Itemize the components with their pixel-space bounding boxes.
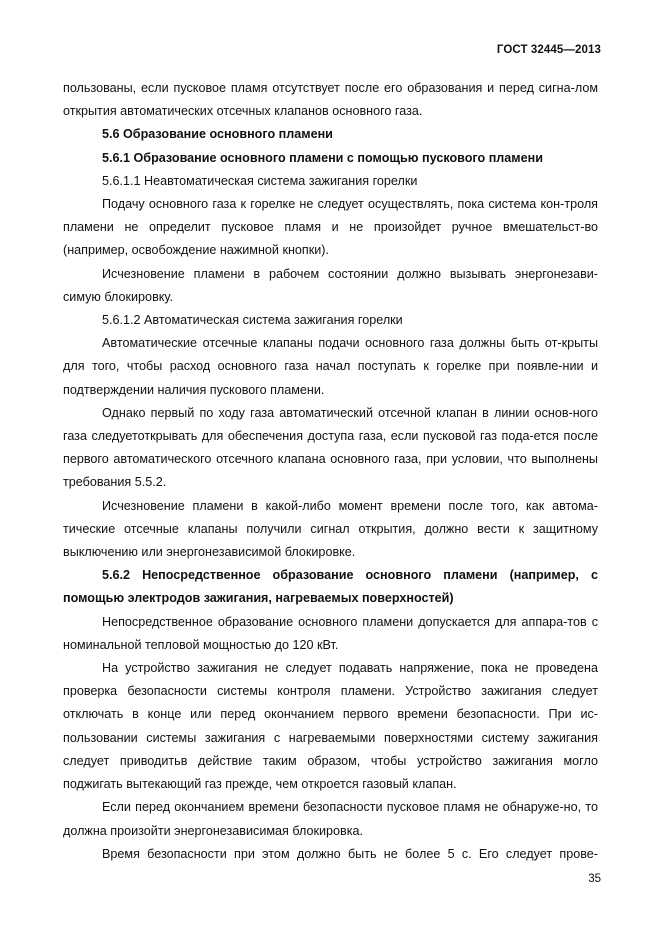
paragraph: Непосредственное образование основного пламени допускается для аппара-тов с номинальной тепловой мощностью до 120 кВт. — [63, 614, 598, 652]
section-heading-5-6: 5.6 Образование основного пламени — [102, 127, 333, 142]
paragraph: Однако первый по ходу газа автоматический отсечной клапан в линии основ-ного газа следуетоткрывать для обеспечения доступа газа, если пусковой газ пода-ется после первого автоматического отсечного клапана основного газа, при условии, что выполнены требования 5.5.2. — [63, 405, 598, 490]
paragraph: На устройство зажигания не следует подавать напряжение, пока не проведена проверка безопасности системы контроля пламени. Устройство зажигания следует отключать в конце или перед окончанием первого времени безопасности. При ис-пользовании системы зажигания с нагреваемыми поверхностями систему зажигания следует приводитьв действие таким образом, чтобы устройство зажигания могло поджигать вытекающий газ прежде, чем откроется газовый клапан. — [63, 661, 598, 792]
paragraph: Исчезновение пламени в какой-либо момент времени после того, как автома-тические отсечные клапаны получили сигнал открытия, должно вести к защитному выключению или энергонезависимой блокировке. — [63, 498, 598, 560]
document-header: ГОСТ 32445—2013 — [496, 44, 601, 56]
paragraph-continuation: пользованы, если пусковое пламя отсутствует после его образования и перед сигна-лом открытия автоматических отсечных клапанов основного газа. — [63, 81, 598, 119]
document-body — [63, 77, 598, 866]
section-heading-5-6-1: 5.6.1 Образование основного пламени с помощью пускового пламени — [102, 150, 543, 165]
paragraph: Исчезновение пламени в рабочем состоянии должно вызывать энергонезави-симую блокировку. — [63, 266, 598, 304]
subsection-title-5-6-1-2: 5.6.1.2 Автоматическая система зажигания горелки — [102, 313, 403, 328]
page-number: 35 — [588, 873, 601, 885]
section-heading-5-6-2: 5.6.2 Непосредственное образование основного пламени (например, с помощью электродов зажигания, нагреваемых поверхностей) — [63, 568, 598, 606]
subsection-title-5-6-1-1: 5.6.1.1 Неавтоматическая система зажигания горелки — [102, 173, 418, 188]
paragraph: Подачу основного газа к горелке не следует осуществлять, пока система кон-троля пламени не определит пусковое пламя и не произойдет ручное вмешательст-во (например, освобождение нажимной кнопки). — [63, 197, 598, 258]
paragraph: Автоматические отсечные клапаны подачи основного газа должны быть от-крыты для того, чтобы расход основного газа начал поступать к горелке при появле-нии и подтверждении наличия пускового пламени. — [63, 336, 598, 397]
paragraph: Если перед окончанием времени безопасности пусковое пламя не обнаруже-но, то должна произойти энергонезависимая блокировка. — [63, 800, 598, 838]
paragraph-continues: Время безопасности при этом должно быть не более 5 с. Его следует прове- — [102, 846, 598, 861]
